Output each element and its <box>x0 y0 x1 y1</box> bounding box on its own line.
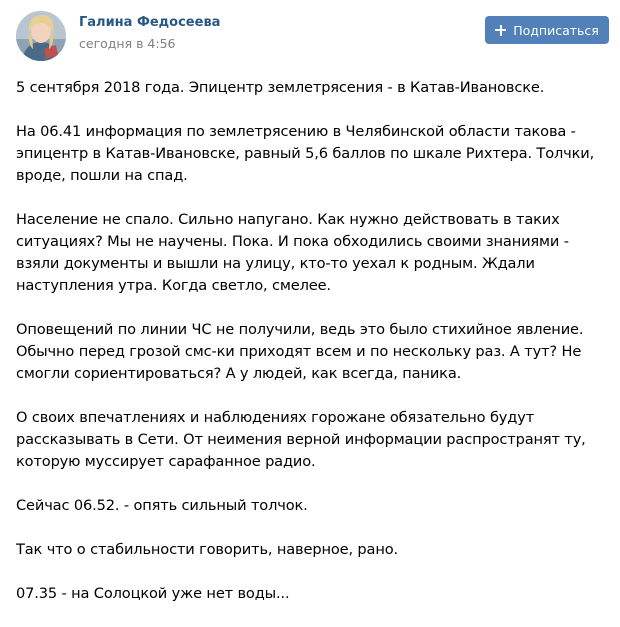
post-paragraph: 07.35 - на Солоцкой уже нет воды... <box>16 585 290 602</box>
post-timestamp-link[interactable]: сегодня в 4:56 <box>79 36 176 51</box>
post-paragraph: Сейчас 06.52. - опять сильный толчок. <box>16 497 308 514</box>
subscribe-button[interactable] <box>485 16 609 44</box>
subscribe-button-label: Подписаться <box>513 22 599 38</box>
post-paragraph: 5 сентября 2018 года. Эпицентр землетрясения - в Катав-Ивановске. <box>16 79 545 96</box>
plus-icon <box>495 25 506 36</box>
post-header <box>0 0 620 70</box>
post-paragraph: Население не спало. Сильно напугано. Как нужно действовать в таких ситуациях? Мы не научены. Пока. И пока обходились своими знаниями - взяли документы и вышли на улицу, кто-то уехал к родным. Ждали наступления утра. Когда светло, смелее. <box>16 211 569 294</box>
post-paragraph: На 06.41 информация по землетрясению в Челябинской области такова - эпицентр в Катав-Ивановске, равный 5,6 баллов по шкале Рихтера. Толчки, вроде, пошли на спад. <box>16 123 595 184</box>
avatar[interactable] <box>16 11 66 61</box>
post-paragraph: Так что о стабильности говорить, наверное, рано. <box>16 541 398 558</box>
post-text <box>16 77 608 627</box>
post-paragraph: Оповещений по линии ЧС не получили, ведь это было стихийное явление. Обычно перед грозой смс-ки приходят всем и по нескольку раз. А тут? Не смогли сориентироваться? А у людей, как всегда, паника. <box>16 321 584 382</box>
post-paragraph: О своих впечатлениях и наблюдениях горожане обязательно будут рассказывать в Сети. От неимения верной информации распространят ту, которую муссирует сарафанное радио. <box>16 409 586 470</box>
user-photo-icon <box>16 11 66 61</box>
author-name-link[interactable]: Галина Федосеева <box>79 15 221 30</box>
